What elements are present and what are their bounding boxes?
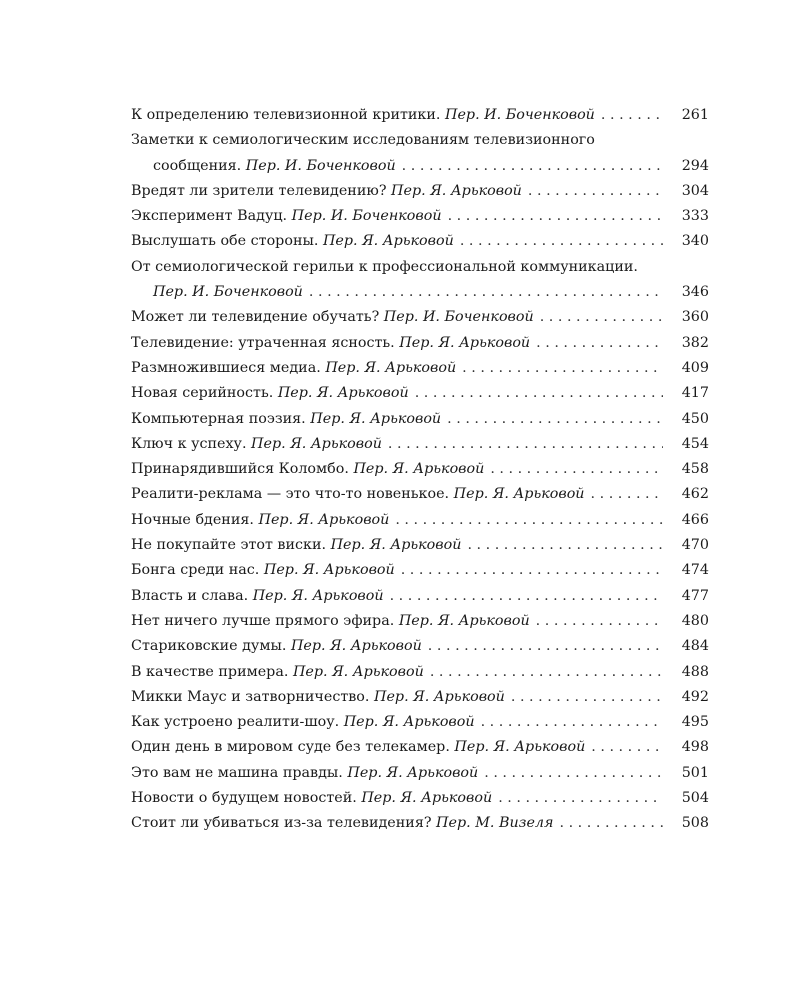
toc-entry xyxy=(131,482,709,507)
toc-entry-page-number: 261 xyxy=(681,107,709,123)
toc-entry-final-line xyxy=(131,103,709,128)
toc-entry-title: Принарядившийся Коломбо. xyxy=(131,461,349,478)
toc-entry-translator: Пер. Я. Арьковой xyxy=(325,359,457,376)
toc-entry-final-line xyxy=(131,761,709,786)
toc-entry-final-line xyxy=(131,508,709,533)
toc-entry-final-line xyxy=(131,381,709,406)
toc-entry-final-line xyxy=(131,331,709,356)
dot-leader xyxy=(591,482,663,507)
toc-entry xyxy=(131,229,709,254)
toc-entry-final-line xyxy=(131,609,709,634)
toc-entry-final-line xyxy=(131,811,709,836)
toc-entry-page-number: 294 xyxy=(681,157,709,174)
dot-leader xyxy=(428,634,663,659)
toc-entry-translator: Пер. И. Боченковой xyxy=(445,107,595,123)
toc-entry-final-line xyxy=(131,558,709,583)
toc-entry-page-number: 304 xyxy=(681,182,709,199)
dot-leader xyxy=(540,305,663,330)
toc-entry-title: Микки Маус и затворничество. xyxy=(131,688,370,705)
toc-entry-final-line xyxy=(131,457,709,482)
dot-leader xyxy=(395,508,663,533)
toc-entry-title: Это вам не машина правды. xyxy=(131,764,343,781)
dot-leader xyxy=(528,179,663,204)
dot-leader xyxy=(430,660,663,685)
dot-leader xyxy=(511,685,663,710)
toc-entry xyxy=(131,356,709,381)
dot-leader xyxy=(388,432,663,457)
toc-entry-title-line xyxy=(131,255,709,280)
toc-entry-page-number: 498 xyxy=(681,739,709,756)
toc-entry xyxy=(131,128,709,179)
table-of-contents xyxy=(131,103,709,837)
toc-entry-title: Ночные бдения. xyxy=(131,511,254,528)
toc-entry xyxy=(131,710,709,735)
toc-entry-translator: Пер. Я. Арьковой xyxy=(292,663,424,680)
dot-leader xyxy=(467,533,663,558)
toc-entry-final-line xyxy=(131,685,709,710)
toc-entry xyxy=(131,558,709,583)
toc-entry-title: Новая серийность. xyxy=(131,385,274,402)
toc-entry-translator: Пер. Я. Арьковой xyxy=(310,410,442,427)
toc-entry-page-number: 474 xyxy=(681,562,709,579)
toc-entry-final-line xyxy=(131,204,709,229)
toc-entry xyxy=(131,432,709,457)
toc-entry-final-line xyxy=(131,786,709,811)
toc-entry-page-number: 488 xyxy=(681,663,709,680)
toc-entry-translator: Пер. И. Боченковой xyxy=(383,309,534,326)
toc-entry-title: Ключ к успеху. xyxy=(131,435,247,452)
toc-entry-page-number: 382 xyxy=(681,334,709,351)
toc-entry-translator: Пер. Я. Арьковой xyxy=(258,511,390,528)
toc-entry xyxy=(131,685,709,710)
toc-entry-final-line xyxy=(131,356,709,381)
toc-entry-title-line xyxy=(131,128,709,153)
dot-leader xyxy=(591,735,663,760)
toc-entry-page-number: 501 xyxy=(681,764,709,781)
toc-entry xyxy=(131,761,709,786)
toc-entry-title: От семиологической герильи к профессиональной коммуникации. xyxy=(131,258,638,275)
toc-entry-page-number: 492 xyxy=(681,688,709,705)
toc-entry-title: Как устроено реалити-шоу. xyxy=(131,714,340,731)
toc-entry-title: Реалити-реклама — это что-то новенькое. xyxy=(131,486,450,503)
toc-entry xyxy=(131,508,709,533)
toc-entry-final-line xyxy=(131,584,709,609)
toc-entry-page-number: 484 xyxy=(681,638,709,655)
toc-entry-translator: Пер. Я. Арьковой xyxy=(454,739,586,756)
toc-entry-translator: Пер. Я. Арьковой xyxy=(391,182,522,199)
toc-entry-title: Не покупайте этот виски. xyxy=(131,537,327,554)
toc-entry-page-number: 495 xyxy=(681,714,709,731)
toc-entry xyxy=(131,204,709,229)
toc-entry xyxy=(131,609,709,634)
toc-entry-page-number: 470 xyxy=(681,537,709,554)
toc-entry-page-number: 462 xyxy=(681,486,709,503)
toc-entry-final-line xyxy=(131,735,709,760)
toc-entry xyxy=(131,584,709,609)
toc-entry-final-line xyxy=(131,280,709,305)
dot-leader xyxy=(536,331,663,356)
toc-entry-page-number: 346 xyxy=(681,284,709,301)
toc-entry-title: Один день в мировом суде без телекамер. xyxy=(131,739,450,756)
toc-entry xyxy=(131,786,709,811)
toc-entry-translator: Пер. Я. Арьковой xyxy=(290,638,422,655)
toc-entry-page-number: 454 xyxy=(681,435,709,452)
toc-entry-final-line xyxy=(131,660,709,685)
toc-entry-title: Нет ничего лучше прямого эфира. xyxy=(131,612,395,629)
toc-entry xyxy=(131,811,709,836)
toc-entry-title: Новости о будущем новостей. xyxy=(131,790,357,807)
toc-entry-translator: Пер. Я. Арьковой xyxy=(347,764,479,781)
toc-entry xyxy=(131,533,709,558)
toc-entry xyxy=(131,634,709,659)
toc-entry-final-line xyxy=(131,634,709,659)
toc-entry-translator: Пер. Я. Арьковой xyxy=(263,562,395,579)
toc-entry xyxy=(131,255,709,306)
toc-entry-final-line xyxy=(131,229,709,254)
toc-entry-translator: Пер. И. Боченковой xyxy=(245,157,396,174)
toc-entry-title: Заметки к семиологическим исследованиям телевизионного xyxy=(131,132,595,149)
dot-leader xyxy=(401,558,663,583)
toc-entry-page-number: 466 xyxy=(681,511,709,528)
toc-entry-page-number: 450 xyxy=(681,410,709,427)
toc-entry-translator: Пер. Я. Арьковой xyxy=(343,714,475,731)
toc-entry-translator: Пер. Я. Арьковой xyxy=(453,486,585,503)
dot-leader xyxy=(601,103,663,128)
toc-entry-final-line xyxy=(131,305,709,330)
toc-entry xyxy=(131,381,709,406)
toc-entry-title: Власть и слава. xyxy=(131,587,249,604)
toc-entry xyxy=(131,660,709,685)
dot-leader xyxy=(390,584,663,609)
toc-entry-title: Может ли телевидение обучать? xyxy=(131,309,380,326)
toc-entry-translator: Пер. И. Боченковой xyxy=(153,284,303,301)
toc-entry-page-number: 333 xyxy=(681,208,709,225)
dot-leader xyxy=(481,710,663,735)
toc-entry-final-line xyxy=(131,154,709,179)
toc-entry-title: Телевидение: утраченная ясность. xyxy=(131,334,395,351)
toc-entry-final-line xyxy=(131,533,709,558)
toc-entry-page-number: 458 xyxy=(681,461,709,478)
dot-leader xyxy=(536,609,663,634)
toc-entry-title: Компьютерная поэзия. xyxy=(131,410,306,427)
dot-leader xyxy=(402,154,663,179)
toc-entry-translator: Пер. Я. Арьковой xyxy=(374,688,505,705)
dot-leader xyxy=(462,356,663,381)
toc-entry-title: Бонга среди нас. xyxy=(131,562,260,579)
toc-entry-final-line xyxy=(131,179,709,204)
toc-entry-translator: Пер. Я. Арьковой xyxy=(353,461,485,478)
dot-leader xyxy=(415,381,663,406)
toc-entry xyxy=(131,305,709,330)
dot-leader xyxy=(490,457,663,482)
toc-entry xyxy=(131,331,709,356)
toc-entry xyxy=(131,457,709,482)
toc-entry-title: Вредят ли зрители телевидению? xyxy=(131,182,387,199)
toc-entry-translator: Пер. М. Визеля xyxy=(436,815,554,832)
toc-entry-page-number: 477 xyxy=(681,587,709,604)
toc-entry xyxy=(131,179,709,204)
toc-entry-translator: Пер. Я. Арьковой xyxy=(322,233,454,250)
toc-entry-page-number: 340 xyxy=(681,233,709,250)
toc-entry-title: Размножившиеся медиа. xyxy=(131,359,321,376)
toc-entry-title: Стоит ли убиваться из-за телевидения? xyxy=(131,815,432,832)
toc-entry-title: Выслушать обе стороны. xyxy=(131,233,319,250)
toc-entry-final-line xyxy=(131,407,709,432)
toc-entry-title: В качестве примера. xyxy=(131,663,289,680)
toc-entry xyxy=(131,735,709,760)
toc-entry-page-number: 504 xyxy=(681,790,709,807)
toc-entry-title: Эксперимент Вадуц. xyxy=(131,208,288,225)
toc-entry-translator: Пер. Я. Арьковой xyxy=(399,334,531,351)
toc-entry-page-number: 360 xyxy=(681,309,709,326)
toc-entry-title: Стариковские думы. xyxy=(131,638,287,655)
toc-entry-final-line xyxy=(131,710,709,735)
toc-entry-translator: Пер. Я. Арьковой xyxy=(361,790,493,807)
toc-entry-title: К определению телевизионной критики. xyxy=(131,107,441,123)
toc-entry-page-number: 417 xyxy=(681,385,709,402)
toc-entry-page-number: 409 xyxy=(681,359,709,376)
toc-entry-page-number: 508 xyxy=(681,815,709,832)
toc-entry-translator: Пер. Я. Арьковой xyxy=(251,435,382,452)
toc-entry-translator: Пер. Я. Арьковой xyxy=(398,612,530,629)
toc-entry-final-line xyxy=(131,482,709,507)
toc-entry-translator: Пер. Я. Арьковой xyxy=(330,537,462,554)
toc-entry-final-line xyxy=(131,432,709,457)
dot-leader xyxy=(560,811,664,836)
toc-entry-translator: Пер. Я. Арьковой xyxy=(277,385,409,402)
dot-leader xyxy=(447,407,663,432)
toc-entry xyxy=(131,407,709,432)
toc-entry-page-number: 480 xyxy=(681,612,709,629)
dot-leader xyxy=(309,280,663,305)
toc-entry-title: сообщения. xyxy=(153,157,242,174)
toc-entry xyxy=(131,103,709,128)
toc-entry-translator: Пер. И. Боченковой xyxy=(291,208,442,225)
dot-leader xyxy=(484,761,663,786)
dot-leader xyxy=(498,786,663,811)
dot-leader xyxy=(460,229,663,254)
dot-leader xyxy=(448,204,663,229)
toc-entry-translator: Пер. Я. Арьковой xyxy=(252,587,384,604)
